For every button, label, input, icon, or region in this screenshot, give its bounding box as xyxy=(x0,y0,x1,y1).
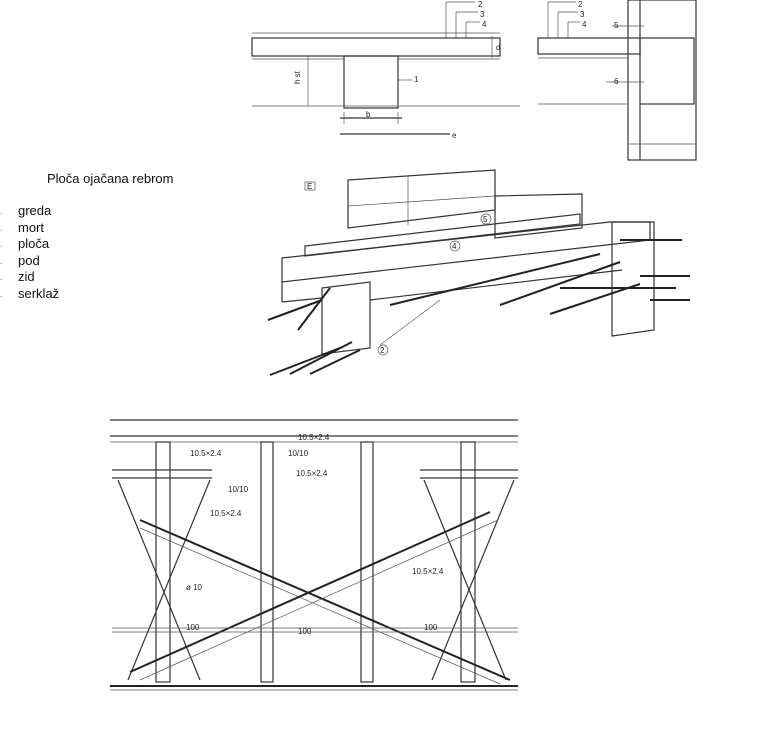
bullet-icon: . xyxy=(0,255,3,266)
label-c5: 5 xyxy=(483,215,488,224)
legend-label: pod xyxy=(18,252,40,268)
bullet-icon: . xyxy=(0,272,3,282)
bullet-icon: . xyxy=(0,288,3,299)
legend-label: serklaž xyxy=(18,285,60,301)
label-2: 2 xyxy=(578,0,583,9)
label-post-mid-size: 10.5×2.4 xyxy=(296,469,328,478)
label-E: E xyxy=(307,182,313,191)
label-top: 10.5×2.4 xyxy=(298,433,330,442)
label-4: 4 xyxy=(482,20,487,29)
label-6: 6 xyxy=(614,77,619,86)
bullet-icon: . xyxy=(0,239,3,249)
label-2: 2 xyxy=(478,0,483,9)
t-beam-section xyxy=(252,0,520,140)
label-dia: ø 10 xyxy=(186,583,203,592)
bullet-icon: . xyxy=(0,206,3,216)
figure-title: Ploča ojačana rebrom xyxy=(47,171,174,186)
label-c2: 2 xyxy=(380,346,385,355)
label-3: 3 xyxy=(580,10,585,19)
label-3: 3 xyxy=(480,10,485,19)
label-hst: h st xyxy=(293,71,302,84)
label-4: 4 xyxy=(582,20,587,29)
label-square-left: 10/10 xyxy=(228,485,249,494)
label-brace-left: 10.5×2.4 xyxy=(210,509,242,518)
isometric-slab-drawing xyxy=(268,170,690,375)
legend-label: greda xyxy=(18,203,52,218)
label-5: 5 xyxy=(614,21,619,30)
label-e: e xyxy=(452,131,457,140)
label-post-mid: 10/10 xyxy=(288,449,309,458)
label-dim-mid: 100 xyxy=(298,627,312,636)
label-1: 1 xyxy=(414,75,419,84)
label-dim-left: 100 xyxy=(186,623,200,632)
wall-section xyxy=(538,0,696,160)
legend-label: mort xyxy=(18,219,44,235)
formwork-support-drawing xyxy=(110,420,518,690)
bullet-icon: . xyxy=(0,222,3,233)
label-brace-right: 10.5×2.4 xyxy=(412,567,444,576)
label-b: b xyxy=(366,110,371,119)
label-c4: 4 xyxy=(452,242,457,251)
label-beam-left: 10.5×2.4 xyxy=(190,449,222,458)
label-dim-right: 100 xyxy=(424,623,438,632)
label-d: d xyxy=(496,43,501,52)
legend-label: ploča xyxy=(18,236,50,251)
legend-label: zid xyxy=(18,269,35,284)
